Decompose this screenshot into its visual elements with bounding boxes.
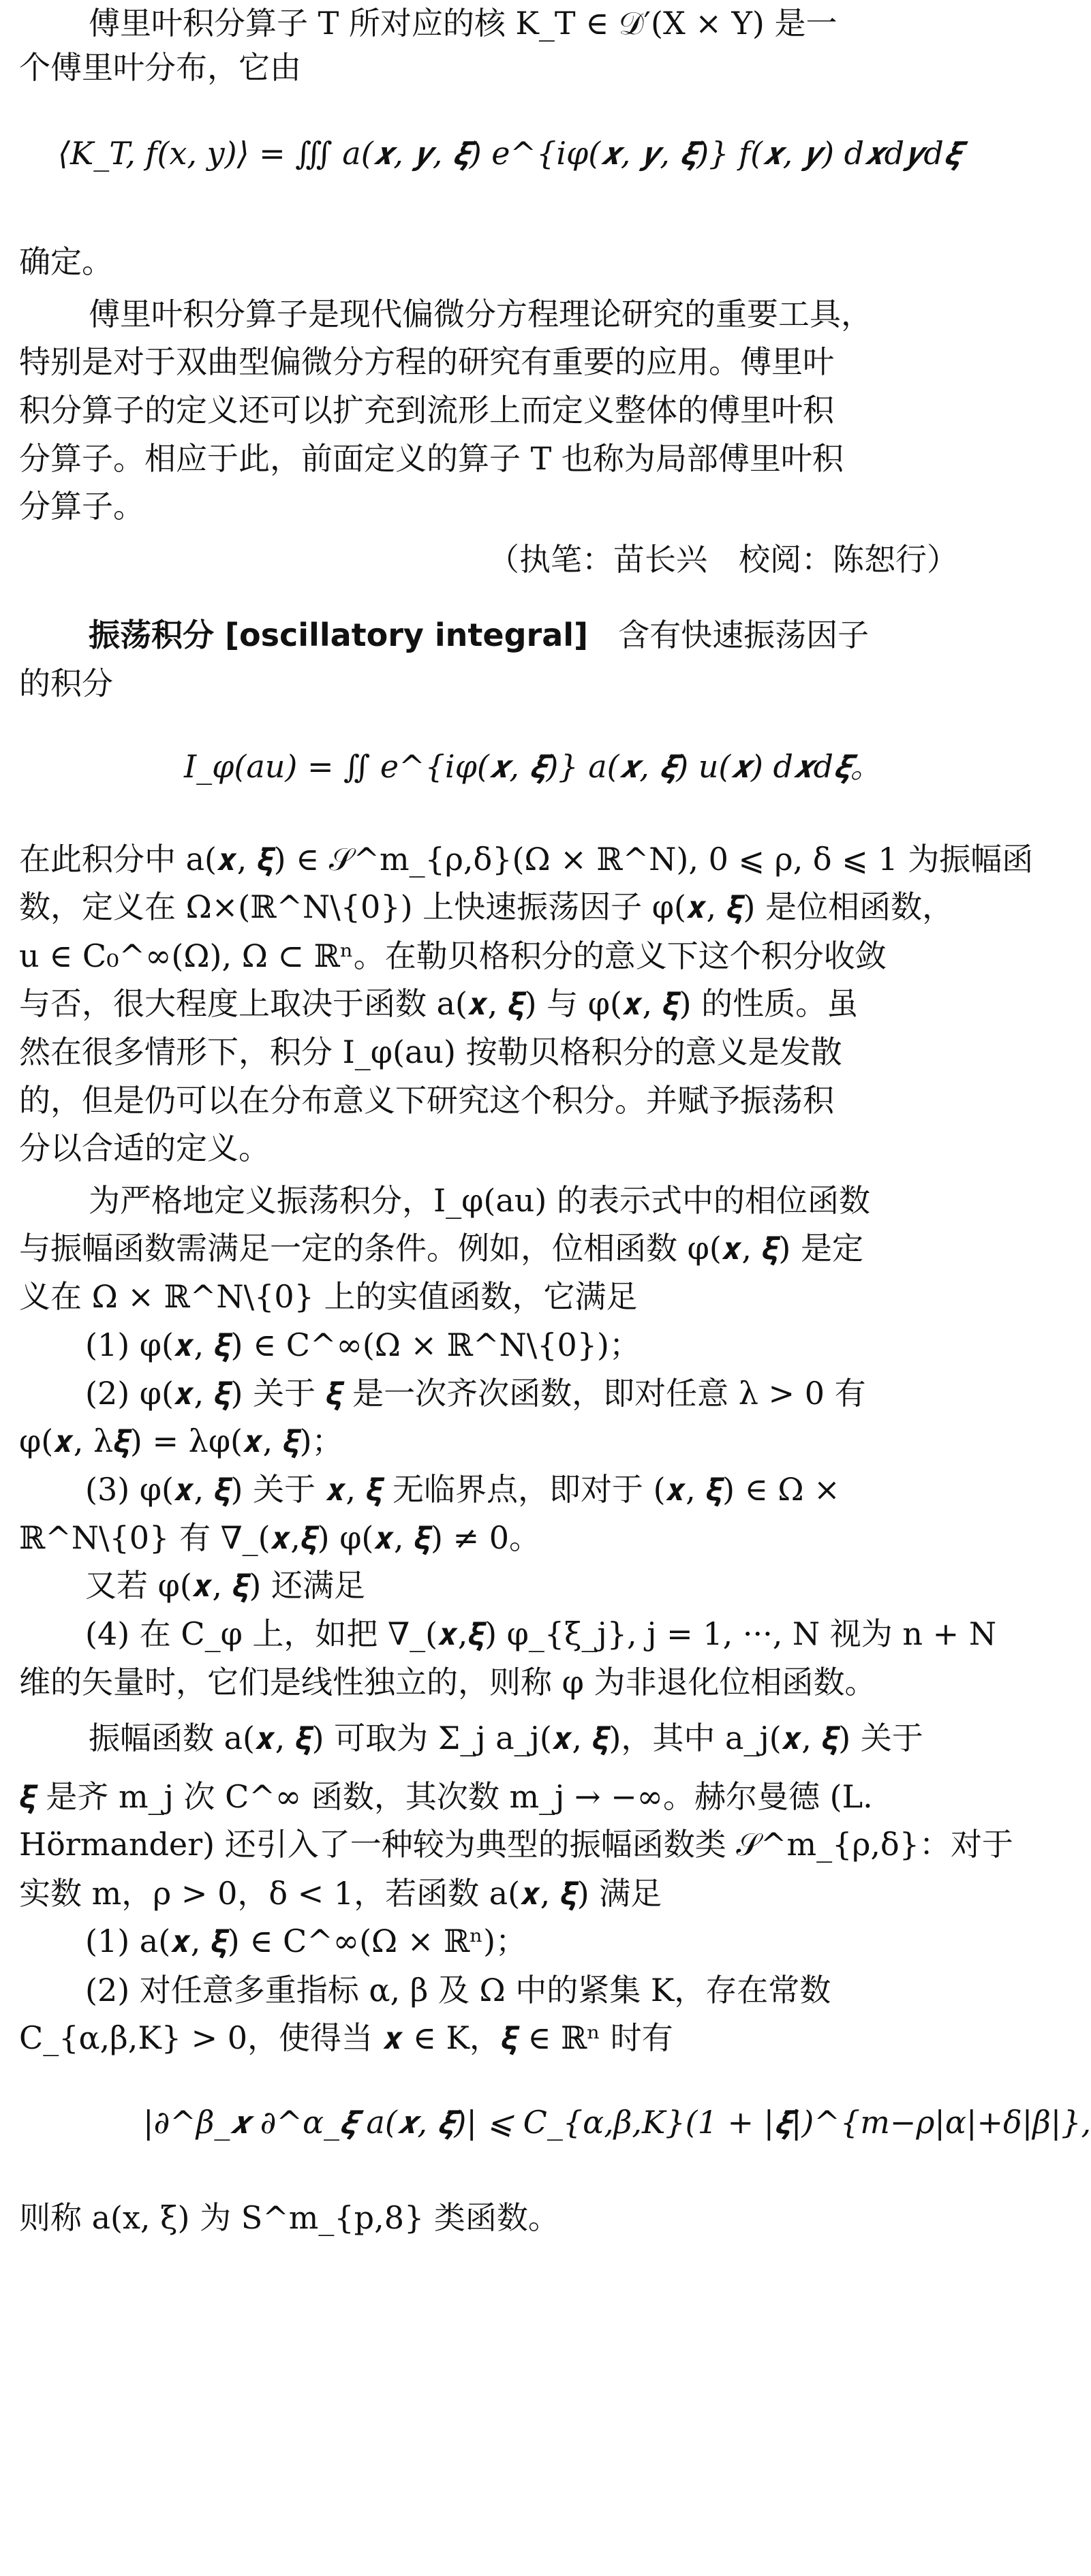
paragraph-line: 傅里叶积分算子 T 所对应的核 K_T ∈ 𝒟′(X × Y) 是一 bbox=[89, 5, 838, 42]
paragraph-line: 然在很多情形下，积分 I_φ(au) 按勒贝格积分的意义是发散 bbox=[19, 1034, 842, 1070]
condition-item: 维的矢量时，它们是线性独立的，则称 φ 为非退化位相函数。 bbox=[19, 1664, 876, 1701]
paragraph-line: 的积分 bbox=[19, 665, 113, 702]
paragraph-line: 傅里叶积分算子是现代偏微分方程理论研究的重要工具， bbox=[89, 296, 872, 332]
condition-item: φ(𝒙, λ𝝃) = λφ(𝒙, 𝝃)； bbox=[19, 1423, 343, 1459]
condition-item: (2) 对任意多重指标 α, β 及 Ω 中的紧集 K，存在常数 bbox=[85, 1972, 831, 2008]
paragraph-line: 为严格地定义振荡积分，I_φ(au) 的表示式中的相位函数 bbox=[89, 1182, 870, 1219]
condition-item: (1) φ(𝒙, 𝝃) ∈ C^∞(Ω × ℝ^N\{0})； bbox=[85, 1326, 641, 1363]
paragraph-line: 又若 φ(𝒙, 𝝃) 还满足 bbox=[85, 1567, 365, 1604]
paragraph-line: 与振幅函数需满足一定的条件。例如，位相函数 φ(𝒙, 𝝃) 是定 bbox=[19, 1230, 863, 1267]
paragraph-line: 振幅函数 a(𝒙, 𝝃) 可取为 Σ_j a_j(𝒙, 𝝃)，其中 a_j(𝒙, 𝝃) 关于 bbox=[89, 1720, 923, 1756]
oscillatory-integral-formula: I_φ(au) = ∬ e^{iφ(𝒙, 𝝃)} a(𝒙, 𝝃) u(𝒙) d𝒙d𝝃。 bbox=[184, 748, 882, 785]
paragraph-line: u ∈ C₀^∞(Ω), Ω ⊂ ℝⁿ。在勒贝格积分的意义下这个积分收敛 bbox=[19, 937, 887, 974]
paragraph-line: 的，但是仍可以在分布意义下研究这个积分。并赋予振荡积 bbox=[19, 1082, 834, 1119]
condition-item: ℝ^N\{0} 有 ∇_(𝒙,𝝃) φ(𝒙, 𝝃) ≠ 0。 bbox=[19, 1519, 540, 1556]
paragraph-line: 𝝃 是齐 m_j 次 C^∞ 函数，其次数 m_j → −∞。赫尔曼德 (L. bbox=[19, 1778, 873, 1815]
paragraph-line: 积分算子的定义还可以扩充到流形上而定义整体的傅里叶积 bbox=[19, 392, 834, 429]
condition-item: (1) a(𝒙, 𝝃) ∈ C^∞(Ω × ℝⁿ)； bbox=[85, 1923, 527, 1959]
paragraph-line: 与否，很大程度上取决于函数 a(𝒙, 𝝃) 与 φ(𝒙, 𝝃) 的性质。虽 bbox=[19, 985, 859, 1022]
paragraph-line: 义在 Ω × ℝ^N\{0} 上的实值函数，它满足 bbox=[19, 1278, 638, 1315]
paragraph-line: 确定。 bbox=[19, 243, 113, 280]
entry-definition-start: 含有快速振荡因子 bbox=[618, 617, 870, 653]
entry-heading-line bbox=[89, 615, 959, 655]
author-credit: （执笔：苗长兴 校阅：陈恕行） bbox=[488, 541, 958, 578]
condition-item: (3) φ(𝒙, 𝝃) 关于 𝒙, 𝝃 无临界点，即对于 (𝒙, 𝝃) ∈ Ω × bbox=[85, 1471, 840, 1508]
paragraph-line: 数，定义在 Ω×(ℝ^N\{0}) 上快速振荡因子 φ(𝒙, 𝝃) 是位相函数， bbox=[19, 888, 954, 925]
paragraph-line: 则称 a(x, ξ) 为 S^m_{p,8} 类函数。 bbox=[19, 2199, 559, 2236]
symbol-estimate-formula: |∂^β_𝒙 ∂^α_𝝃 a(𝒙, 𝝃)| ⩽ C_{α,β,K}(1 + |𝝃|)^{m−ρ|α|+δ|β|}, bbox=[143, 2104, 1091, 2141]
condition-item: (2) φ(𝒙, 𝝃) 关于 𝝃 是一次齐次函数，即对任意 λ > 0 有 bbox=[85, 1375, 866, 1412]
paragraph-line: 在此积分中 a(𝒙, 𝝃) ∈ 𝒮^m_{ρ,δ}(Ω × ℝ^N), 0 ⩽ ρ, δ ⩽ 1 为振幅函 bbox=[19, 841, 1034, 878]
paragraph-line: 分算子。 bbox=[19, 488, 144, 525]
paragraph-line: 特别是对于双曲型偏微分方程的研究有重要的应用。傅里叶 bbox=[19, 343, 834, 380]
paragraph-line: 分算子。相应于此，前面定义的算子 T 也称为局部傅里叶积 bbox=[19, 440, 844, 477]
paragraph-line: 个傅里叶分布，它由 bbox=[19, 49, 301, 86]
kernel-formula: ⟨K_T, f(x, y)⟩ = ∭ a(𝒙, 𝒚, 𝝃) e^{iφ(𝒙, 𝒚, 𝝃)} f(𝒙, 𝒚) d𝒙d𝒚d𝝃 bbox=[58, 135, 961, 172]
paragraph-line: 分以合适的定义。 bbox=[19, 1130, 270, 1166]
paragraph-line: Hörmander) 还引入了一种较为典型的振幅函数类 𝒮^m_{ρ,δ}：对于 bbox=[19, 1826, 1013, 1863]
condition-item: (4) 在 C_φ 上，如把 ∇_(𝒙,𝝃) φ_{ξ_j}, j = 1, ···, N 视为 n + N bbox=[85, 1615, 997, 1652]
paragraph-line: 实数 m，ρ > 0，δ < 1，若函数 a(𝒙, 𝝃) 满足 bbox=[19, 1875, 662, 1912]
condition-item: C_{α,β,K} > 0，使得当 𝒙 ∈ K，𝝃 ∈ ℝⁿ 时有 bbox=[19, 2019, 673, 2056]
entry-heading: 振荡积分 [oscillatory integral] bbox=[89, 617, 589, 653]
